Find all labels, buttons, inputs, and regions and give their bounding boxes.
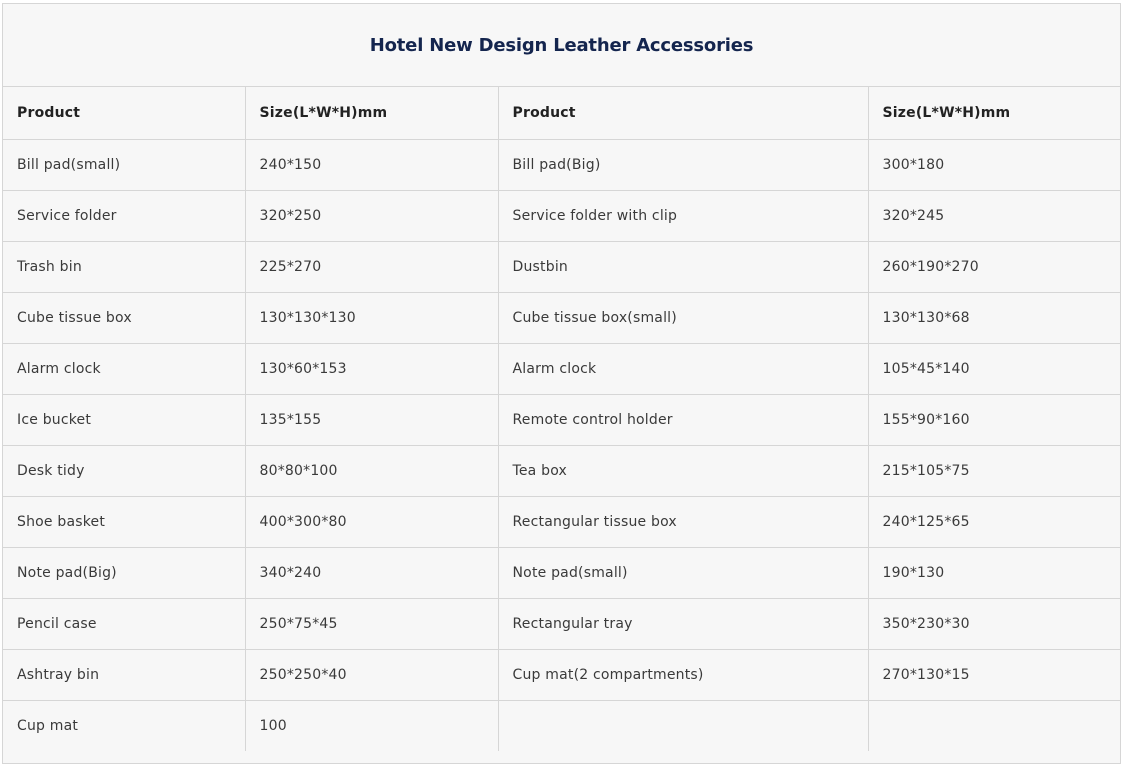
product-size-right: 155*90*160 <box>868 394 1120 445</box>
product-name-left: Shoe basket <box>3 496 245 547</box>
product-size-left: 320*250 <box>245 190 498 241</box>
product-name-right: Cup mat(2 compartments) <box>498 649 868 700</box>
product-size-left: 225*270 <box>245 241 498 292</box>
product-size-left: 130*130*130 <box>245 292 498 343</box>
product-name-right: Rectangular tray <box>498 598 868 649</box>
product-name-left: Cup mat <box>3 700 245 751</box>
table-row <box>3 241 1120 292</box>
product-size-table <box>3 87 1120 751</box>
product-name-right: Bill pad(Big) <box>498 139 868 190</box>
product-name-right: Dustbin <box>498 241 868 292</box>
product-name-right: Service folder with clip <box>498 190 868 241</box>
product-size-right: 215*105*75 <box>868 445 1120 496</box>
product-name-right: Alarm clock <box>498 343 868 394</box>
table-row <box>3 343 1120 394</box>
product-size-right: 260*190*270 <box>868 241 1120 292</box>
product-size-right: 300*180 <box>868 139 1120 190</box>
header-product-left: Product <box>3 87 245 139</box>
product-name-right: Remote control holder <box>498 394 868 445</box>
product-name-right: Tea box <box>498 445 868 496</box>
product-size-right: 270*130*15 <box>868 649 1120 700</box>
product-size-right: 130*130*68 <box>868 292 1120 343</box>
table-row <box>3 496 1120 547</box>
table-header-row <box>3 87 1120 139</box>
table-row <box>3 547 1120 598</box>
product-name-left: Note pad(Big) <box>3 547 245 598</box>
product-name-right <box>498 700 868 751</box>
product-name-left: Trash bin <box>3 241 245 292</box>
product-size-right <box>868 700 1120 751</box>
product-name-left: Desk tidy <box>3 445 245 496</box>
product-name-left: Cube tissue box <box>3 292 245 343</box>
table-row <box>3 139 1120 190</box>
product-name-left: Pencil case <box>3 598 245 649</box>
header-size-right: Size(L*W*H)mm <box>868 87 1120 139</box>
product-name-right: Note pad(small) <box>498 547 868 598</box>
product-size-left: 400*300*80 <box>245 496 498 547</box>
product-size-left: 130*60*153 <box>245 343 498 394</box>
table-row <box>3 445 1120 496</box>
table-row <box>3 190 1120 241</box>
product-name-left: Alarm clock <box>3 343 245 394</box>
product-name-left: Service folder <box>3 190 245 241</box>
table-row <box>3 700 1120 751</box>
table-row <box>3 598 1120 649</box>
table-row <box>3 649 1120 700</box>
product-size-right: 350*230*30 <box>868 598 1120 649</box>
table-title: Hotel New Design Leather Accessories <box>369 34 754 56</box>
product-size-left: 100 <box>245 700 498 751</box>
table-row <box>3 394 1120 445</box>
product-name-right: Rectangular tissue box <box>498 496 868 547</box>
table-row <box>3 292 1120 343</box>
product-size-left: 340*240 <box>245 547 498 598</box>
product-size-right: 320*245 <box>868 190 1120 241</box>
product-size-right: 190*130 <box>868 547 1120 598</box>
product-name-left: Ice bucket <box>3 394 245 445</box>
product-name-left: Ashtray bin <box>3 649 245 700</box>
product-size-left: 80*80*100 <box>245 445 498 496</box>
product-size-left: 250*250*40 <box>245 649 498 700</box>
product-name-right: Cube tissue box(small) <box>498 292 868 343</box>
header-product-right: Product <box>498 87 868 139</box>
product-size-left: 135*155 <box>245 394 498 445</box>
product-name-left: Bill pad(small) <box>3 139 245 190</box>
product-table-container <box>2 3 1121 764</box>
product-size-left: 250*75*45 <box>245 598 498 649</box>
product-size-right: 105*45*140 <box>868 343 1120 394</box>
product-size-left: 240*150 <box>245 139 498 190</box>
table-body <box>3 139 1120 751</box>
header-size-left: Size(L*W*H)mm <box>245 87 498 139</box>
table-title-row <box>3 4 1120 87</box>
product-size-right: 240*125*65 <box>868 496 1120 547</box>
